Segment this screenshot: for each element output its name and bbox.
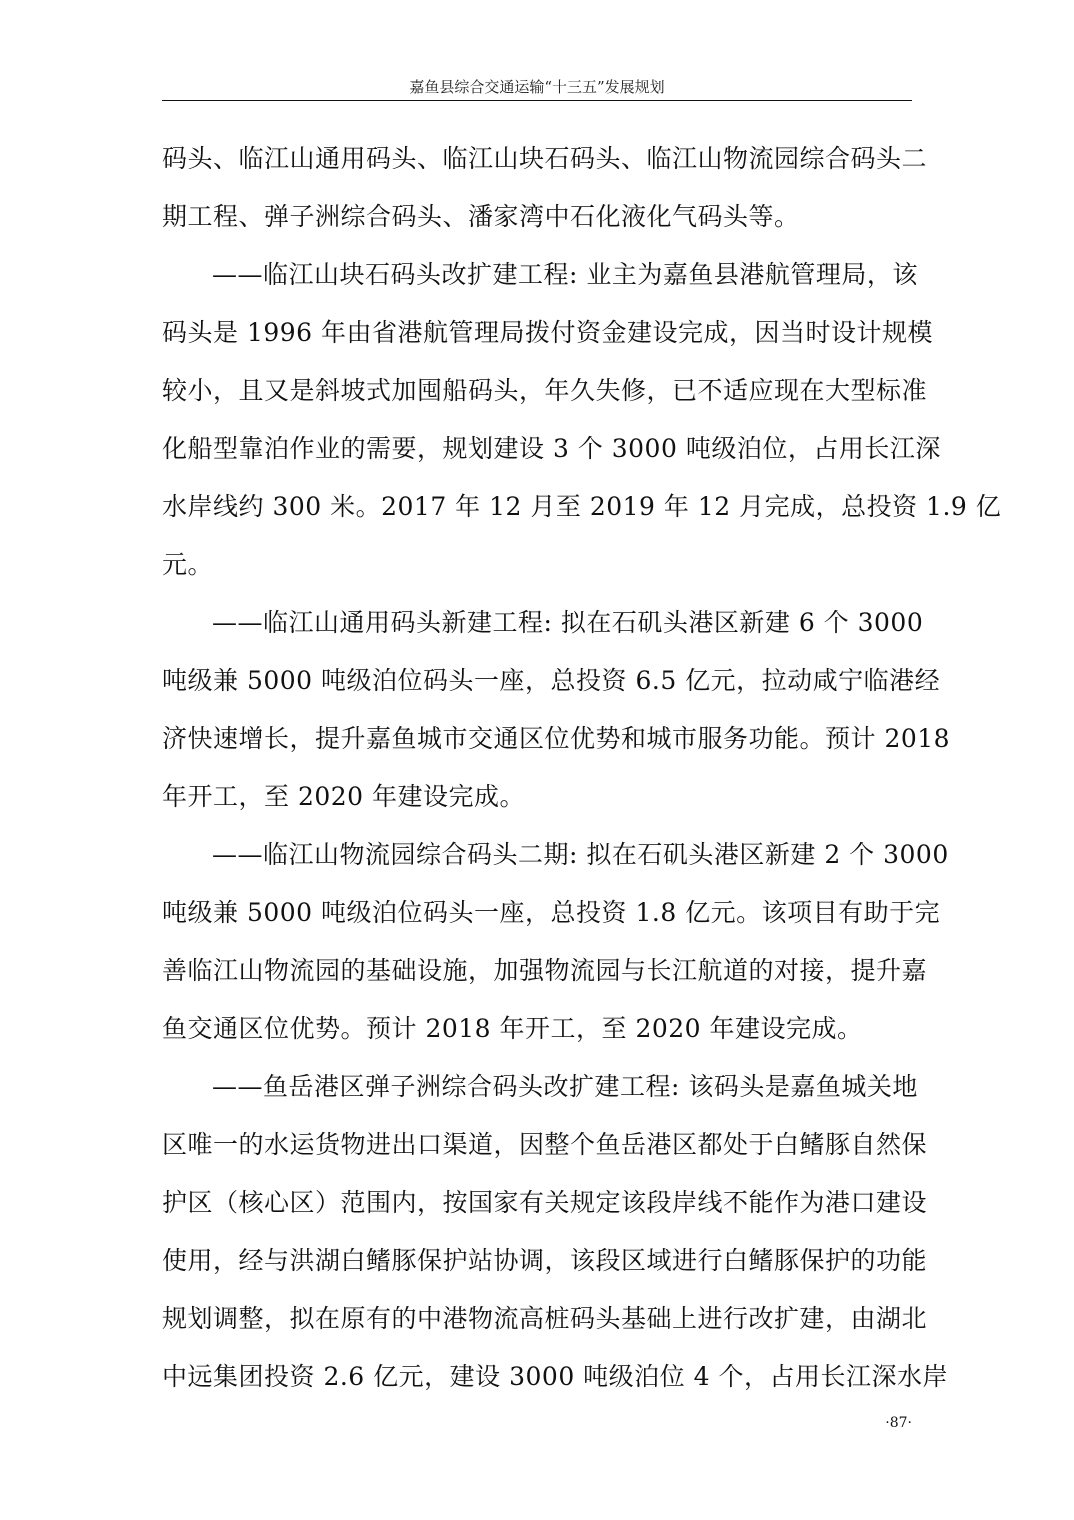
text-line: 化船型靠泊作业的需要，规划建设 3 个 3000 吨级泊位，占用长江深 xyxy=(162,434,941,463)
paragraph-start-line: ——临江山块石码头改扩建工程: 业主为嘉鱼县港航管理局，该 xyxy=(212,260,918,289)
text-line: 码头、临江山通用码头、临江山块石码头、临江山物流园综合码头二 xyxy=(162,144,928,173)
text-line: 吨级兼 5000 吨级泊位码头一座，总投资 1.8 亿元。该项目有助于完 xyxy=(162,898,941,927)
text-line: 码头是 1996 年由省港航管理局拨付资金建设完成，因当时设计规模 xyxy=(162,318,934,347)
text-line: 区唯一的水运货物进出口渠道，因整个鱼岳港区都处于白鳍豚自然保 xyxy=(162,1130,928,1159)
text-line: 护区（核心区）范围内，按国家有关规定该段岸线不能作为港口建设 xyxy=(162,1188,928,1217)
text-line: 规划调整，拟在原有的中港物流高桩码头基础上进行改扩建，由湖北 xyxy=(162,1304,928,1333)
text-line: 善临江山物流园的基础设施，加强物流园与长江航道的对接，提升嘉 xyxy=(162,956,928,985)
text-line: 水岸线约 300 米。2017 年 12 月至 2019 年 12 月完成，总投资 1.9 亿 xyxy=(162,492,1002,521)
running-header: 嘉鱼县综合交通运输“十三五”发展规划 xyxy=(409,78,665,96)
text-line: 鱼交通区位优势。预计 2018 年开工，至 2020 年建设完成。 xyxy=(162,1014,863,1043)
paragraph-start-line: ——临江山通用码头新建工程: 拟在石矶头港区新建 6 个 3000 xyxy=(212,608,924,637)
text-line: 济快速增长，提升嘉鱼城市交通区位优势和城市服务功能。预计 2018 xyxy=(162,724,951,753)
paragraph-start-line: ——临江山物流园综合码头二期: 拟在石矶头港区新建 2 个 3000 xyxy=(212,840,949,869)
text-line: 年开工，至 2020 年建设完成。 xyxy=(162,782,526,811)
text-line: 吨级兼 5000 吨级泊位码头一座，总投资 6.5 亿元，拉动咸宁临港经 xyxy=(162,666,941,695)
body-text xyxy=(162,130,1002,1406)
text-line: 较小，且又是斜坡式加囤船码头，年久失修，已不适应现在大型标准 xyxy=(162,376,928,405)
text-line: 中远集团投资 2.6 亿元，建设 3000 吨级泊位 4 个，占用长江深水岸 xyxy=(162,1362,948,1391)
page-number: ·87· xyxy=(885,1415,912,1431)
text-line: 期工程、弹子洲综合码头、潘家湾中石化液化气码头等。 xyxy=(162,202,800,231)
text-line: 使用，经与洪湖白鳍豚保护站协调，该段区域进行白鳍豚保护的功能 xyxy=(162,1246,928,1275)
header-rule xyxy=(162,100,912,101)
paragraph-start-line: ——鱼岳港区弹子洲综合码头改扩建工程: 该码头是嘉鱼城关地 xyxy=(212,1072,918,1101)
text-line: 元。 xyxy=(162,550,214,579)
